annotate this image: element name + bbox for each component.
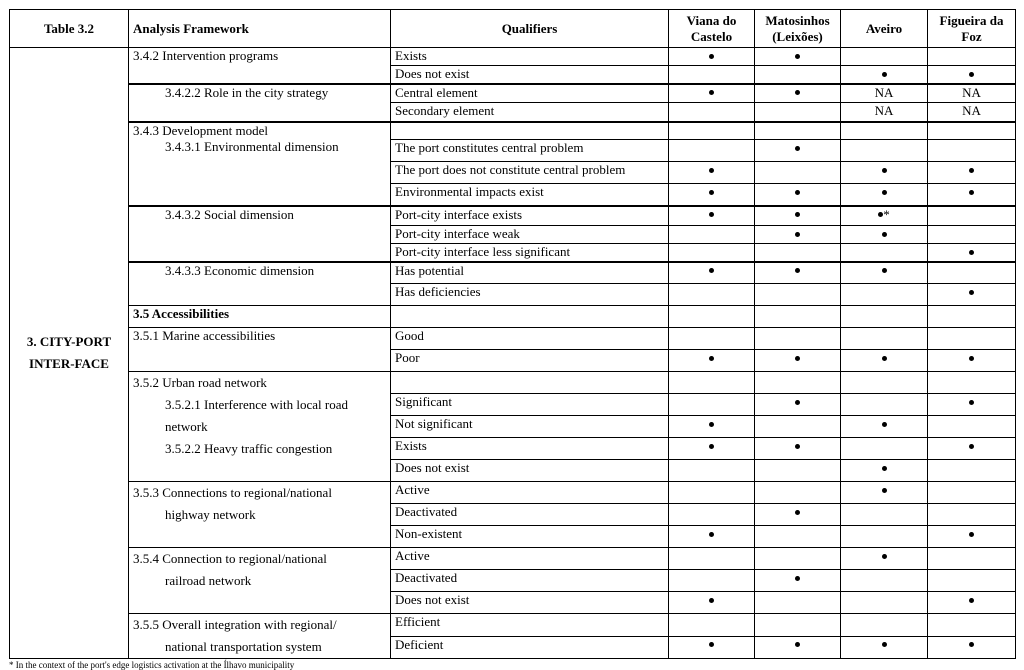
figueira-header: Figueira da Foz [928, 10, 1016, 48]
dot-mark [882, 422, 887, 427]
footnote-star: * [883, 206, 890, 222]
dot-mark [882, 642, 887, 647]
qualifier-cell: Does not exist [391, 592, 669, 614]
table-label: Table 3.2 [10, 10, 129, 48]
qualifier-cell: Exists [391, 48, 669, 66]
framework-cell: 3.4.3 Development model 3.4.3.1 Environmental dimension [129, 122, 391, 206]
dot-mark [969, 356, 974, 361]
viana-header: Viana do Castelo [669, 10, 755, 48]
qualifier-cell [391, 122, 669, 140]
table-row [10, 548, 1016, 570]
dot-mark [795, 90, 800, 95]
table-row [10, 84, 1016, 103]
qualifier-cell: Not significant [391, 416, 669, 438]
dot-mark [882, 554, 887, 559]
framework-cell: 3.5.4 Connection to regional/national railroad network [129, 548, 391, 614]
table-row [10, 328, 1016, 350]
dot-mark [795, 190, 800, 195]
dot-mark [795, 400, 800, 405]
dot-mark [882, 190, 887, 195]
qualifier-cell: Environmental impacts exist [391, 184, 669, 206]
section-label: 3. CITY-PORT INTER-FACE [10, 48, 129, 659]
dot-mark [709, 532, 714, 537]
footnote: * In the context of the port's edge logistics activation at the Ílhavo municipality [9, 660, 295, 670]
dot-mark [795, 232, 800, 237]
qualifier-cell: Secondary element [391, 103, 669, 122]
dot-mark [882, 466, 887, 471]
dot-mark [969, 400, 974, 405]
dot-mark [709, 90, 714, 95]
na-mark: NA [841, 103, 928, 122]
qualifier-cell: Deactivated [391, 570, 669, 592]
dot-mark [709, 642, 714, 647]
dot-mark [795, 642, 800, 647]
framework-cell: 3.5.3 Connections to regional/national highway network [129, 482, 391, 548]
dot-mark [795, 146, 800, 151]
dot-mark [709, 444, 714, 449]
qualifier-cell: Poor [391, 350, 669, 372]
framework-header: Analysis Framework [129, 10, 391, 48]
dot-mark [969, 290, 974, 295]
dot-mark [709, 598, 714, 603]
dot-mark [969, 168, 974, 173]
qualifier-cell: Good [391, 328, 669, 350]
header-row [10, 10, 1016, 48]
dot-mark [969, 190, 974, 195]
dot-mark [882, 168, 887, 173]
matosinhos-header: Matosinhos (Leixões) [755, 10, 841, 48]
dot-mark [969, 444, 974, 449]
dot-mark [882, 356, 887, 361]
qualifier-cell: Central element [391, 84, 669, 103]
dot-mark [795, 510, 800, 515]
table-row [10, 206, 1016, 226]
framework-cell: 3.4.3.2 Social dimension [129, 206, 391, 262]
dot-mark [882, 488, 887, 493]
na-mark: NA [928, 103, 1016, 122]
table-row [10, 122, 1016, 140]
city-port-interface-table [9, 9, 1016, 659]
dot-mark [969, 598, 974, 603]
framework-cell: 3.4.3.3 Economic dimension [129, 262, 391, 306]
qualifier-cell: Significant [391, 394, 669, 416]
dot-mark [795, 268, 800, 273]
qualifier-cell: Has potential [391, 262, 669, 284]
table-row [10, 306, 1016, 328]
qualifier-cell: Active [391, 548, 669, 570]
dot-mark [795, 356, 800, 361]
framework-cell: 3.4.2 Intervention programs [129, 48, 391, 84]
qualifier-cell: Has deficiencies [391, 284, 669, 306]
qualifier-cell: Does not exist [391, 66, 669, 84]
framework-cell: 3.5.1 Marine accessibilities [129, 328, 391, 372]
dot-mark [795, 576, 800, 581]
qualifier-cell: Efficient [391, 614, 669, 637]
qualifier-cell [391, 372, 669, 394]
table-row [10, 262, 1016, 284]
qualifier-cell: Port-city interface exists [391, 206, 669, 226]
dot-mark [795, 444, 800, 449]
aveiro-header: Aveiro [841, 10, 928, 48]
dot-mark [709, 190, 714, 195]
dot-mark [709, 422, 714, 427]
qualifiers-header: Qualifiers [391, 10, 669, 48]
qualifier-cell: Deficient [391, 636, 669, 659]
dot-mark [709, 356, 714, 361]
framework-cell: 3.4.2.2 Role in the city strategy [129, 84, 391, 122]
qualifier-cell: Deactivated [391, 504, 669, 526]
dot-mark [882, 72, 887, 77]
dot-mark [709, 168, 714, 173]
dot-mark [709, 268, 714, 273]
dot-mark [969, 72, 974, 77]
dot-mark [882, 232, 887, 237]
dot-mark [795, 212, 800, 217]
framework-cell: 3.5.2 Urban road network 3.5.2.1 Interference with local road network 3.5.2.2 Heavy traffic congestion [129, 372, 391, 482]
dot-mark [969, 642, 974, 647]
qualifier-cell: Non-existent [391, 526, 669, 548]
qualifier-cell: The port constitutes central problem [391, 140, 669, 162]
framework-cell: 3.5.5 Overall integration with regional/ national transportation system [129, 614, 391, 659]
dot-mark [969, 250, 974, 255]
table-row [10, 372, 1016, 394]
qualifier-cell: The port does not constitute central problem [391, 162, 669, 184]
qualifier-cell [391, 306, 669, 328]
dot-mark [709, 54, 714, 59]
dot-mark [969, 532, 974, 537]
table-row [10, 48, 1016, 66]
qualifier-cell: Port-city interface less significant [391, 244, 669, 262]
table-row [10, 482, 1016, 504]
qualifier-cell: Does not exist [391, 460, 669, 482]
qualifier-cell: Port-city interface weak [391, 226, 669, 244]
table-row [10, 614, 1016, 637]
qualifier-cell: Active [391, 482, 669, 504]
na-mark: NA [928, 84, 1016, 103]
dot-mark [795, 54, 800, 59]
qualifier-cell: Exists [391, 438, 669, 460]
framework-cell: 3.5 Accessibilities [129, 306, 391, 328]
na-mark: NA [841, 84, 928, 103]
dot-mark [709, 212, 714, 217]
dot-mark [882, 268, 887, 273]
